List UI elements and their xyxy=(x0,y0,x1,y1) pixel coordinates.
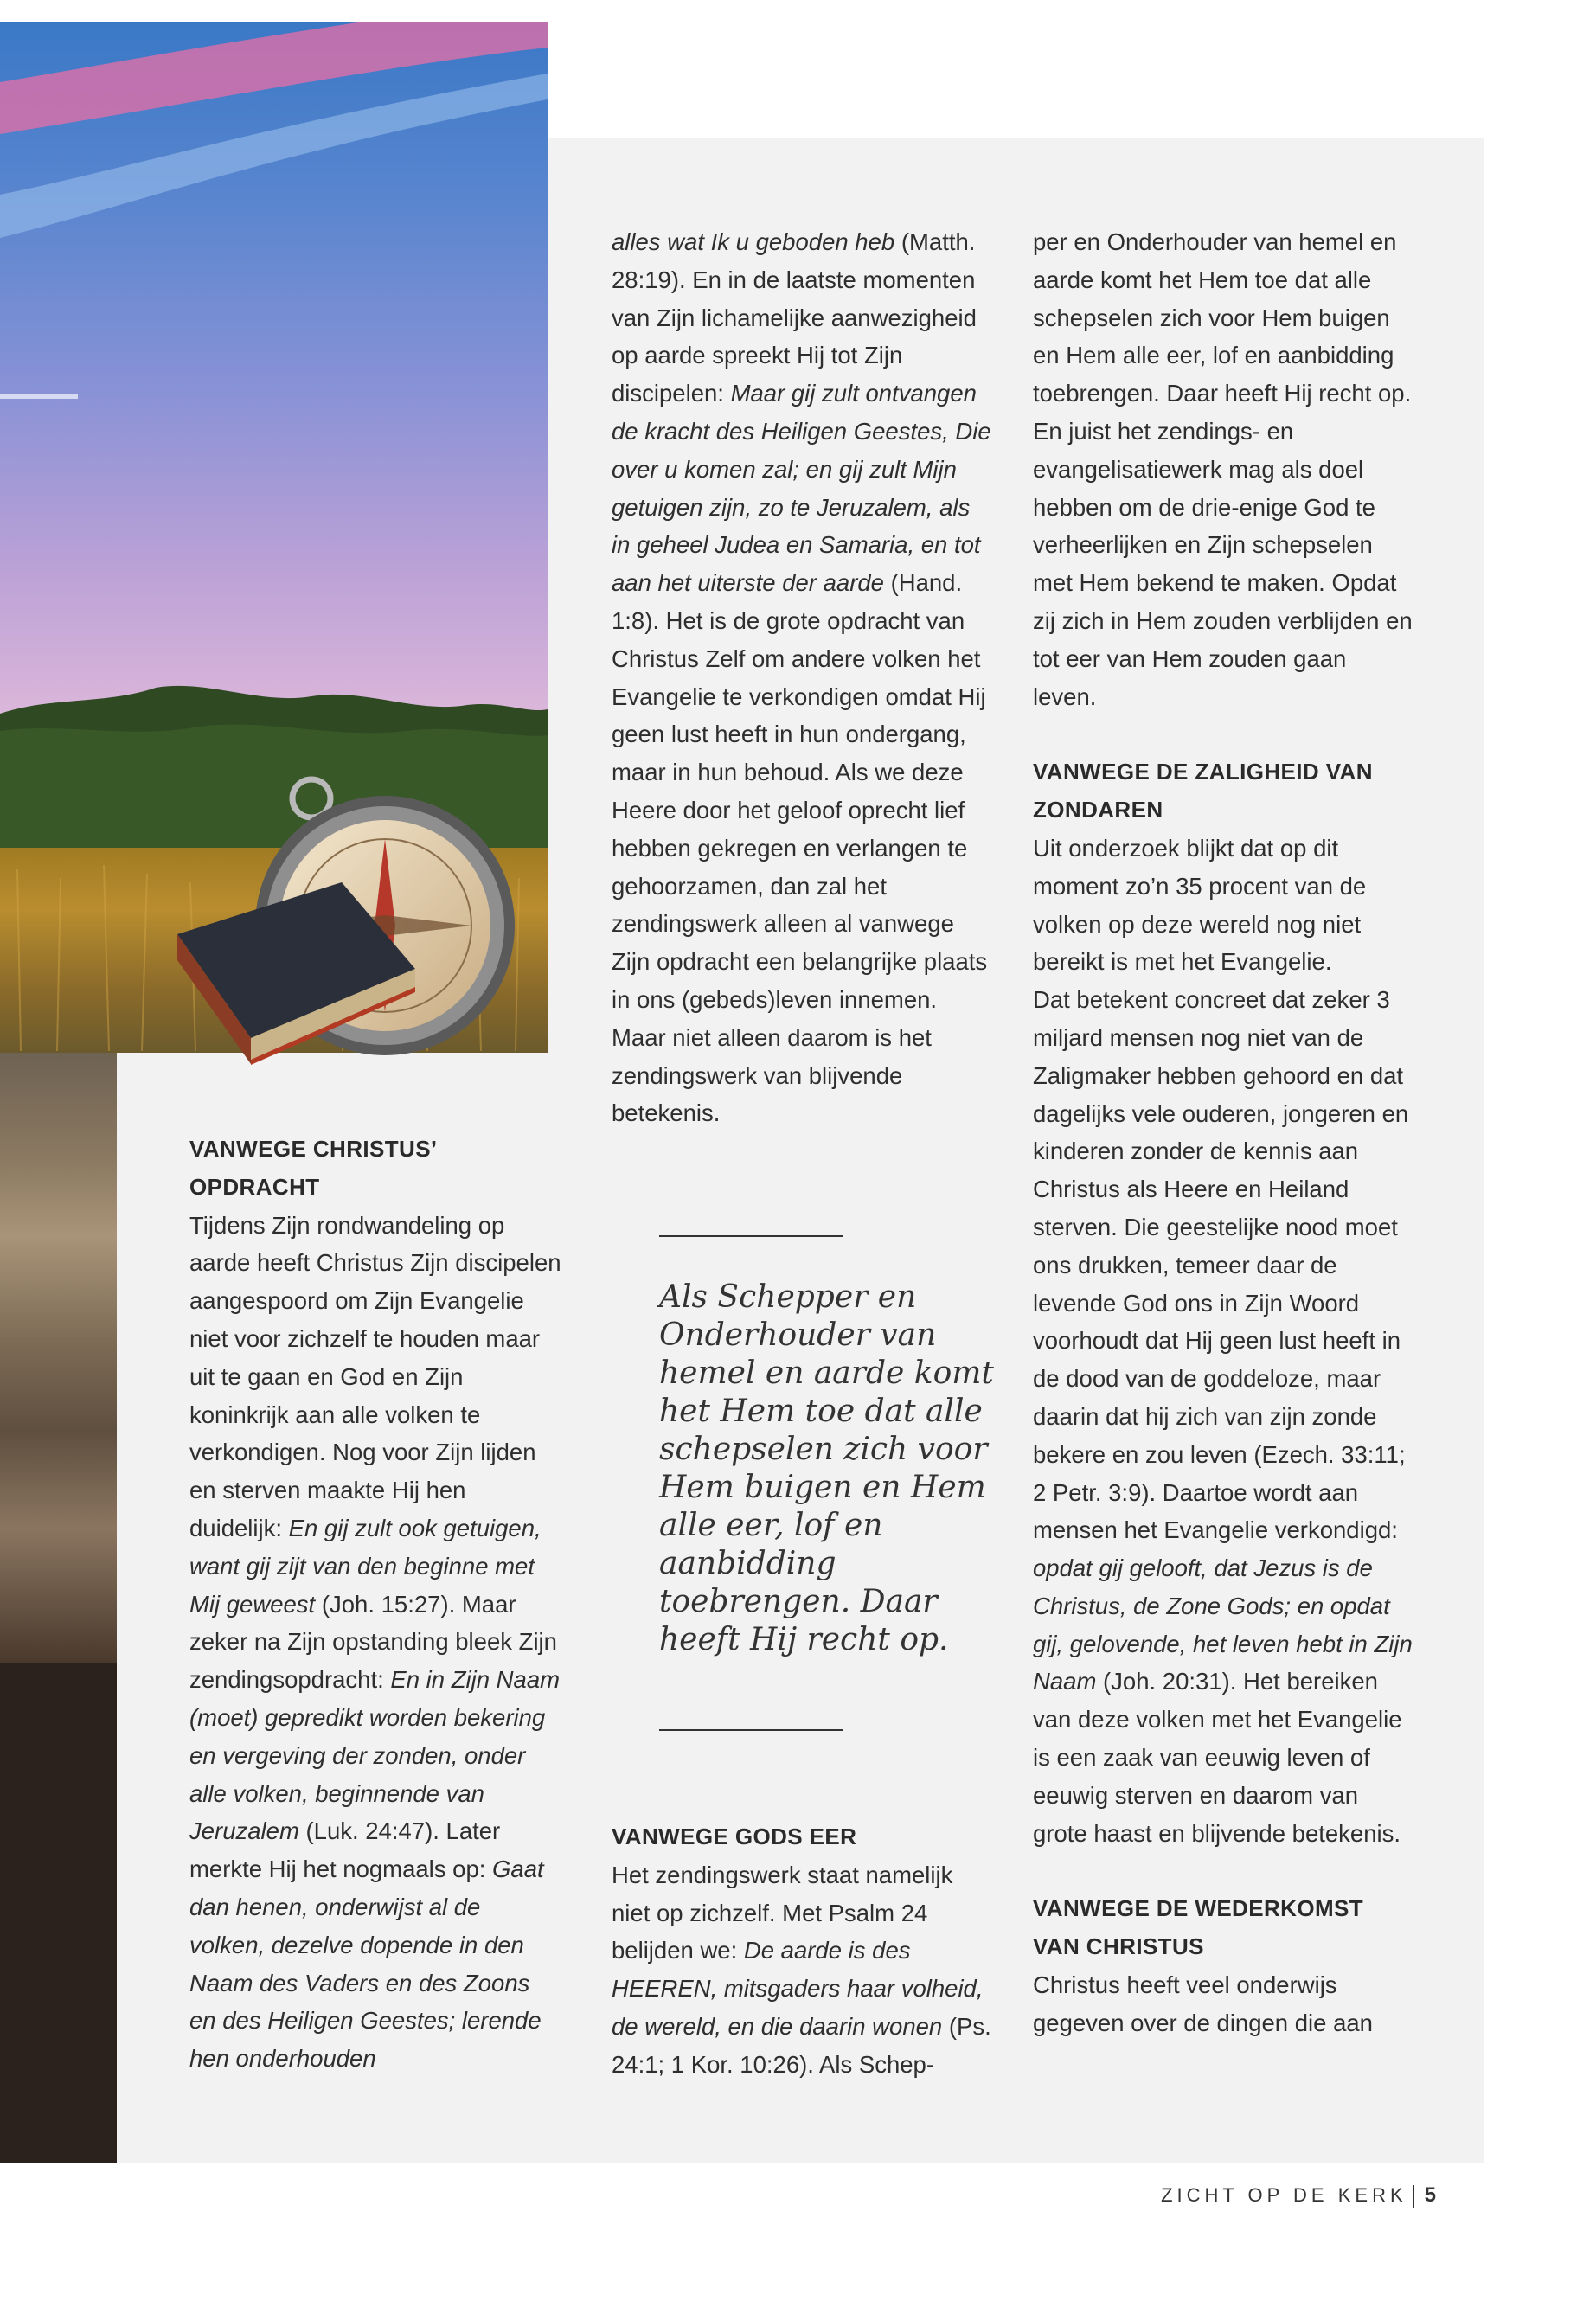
body-text: (Luk. 24:47). Later merkte Hij het nogmaals op: xyxy=(189,1817,501,1883)
body-text: Het zendingswerk staat namelijk niet op zichzelf. Met Psalm 24 belijden we: xyxy=(612,1861,953,1965)
scripture-quote: En in Zijn Naam (moet) gepredikt worden bekering en vergeving der zonden, onder alle volken, beginnende van Jeruzalem xyxy=(189,1666,561,1845)
body-text: Tijdens Zijn rondwandeling op aarde heeft Christus Zijn discipelen aangespoord om Zijn Evangelie niet voor zichzelf te houden maar uit te gaan en God en Zijn koninkrijk aan alle volken te verkondigen. Nog voor Zijn lijden en sterven maakte Hij hen duidelijk: xyxy=(189,1211,561,1541)
body-text: (Joh. 20:31). Het bereiken van deze volken met het Evangelie is een zaak van eeuwig leven of eeuwig sterven en daarom van grote haast en blijvende betekenis. xyxy=(1033,1668,1402,1847)
page-number: 5 xyxy=(1424,2183,1436,2207)
section-heading: VANWEGE GODS EER xyxy=(612,1823,857,1849)
scripture-quote: De aarde is des HEEREN, mitsgaders haar volheid, de wereld, en die daarin wonen xyxy=(612,1937,984,2040)
pullquote-rule-top xyxy=(659,1235,843,1237)
wood-texture xyxy=(0,1053,117,1663)
pullquote: Als Schepper en Onderhouder van hemel en aarde komt het Hem toe dat alle schepselen zich voor Hem buigen en Hem alle eer, lof en aanbidding toebrengen. Daar heeft Hij recht op. xyxy=(659,1279,994,1657)
body-text: (Matth. 28:19). En in de laatste momenten van Zijn lichamelijke aanwezigheid op aarde spreekt Hij tot Zijn discipelen: xyxy=(612,228,977,407)
section-heading: VANWEGE CHRISTUS’ OPDRACHT xyxy=(189,1136,437,1200)
body-text: (Ps. 24:1; 1 Kor. 10:26). Als Schep- xyxy=(612,2012,991,2078)
scripture-quote: opdat gij gelooft, dat Jezus is de Christus, de Zone Gods; en opdat gij, gelovende, het leven hebt in Zijn Naam xyxy=(1033,1554,1413,1695)
paragraph: Christus heeft veel onderwijs gegeven over de dingen die aan xyxy=(1033,1971,1373,2036)
magazine-name: ZICHT OP DE KERK xyxy=(1161,2184,1407,2206)
bible-and-compass-illustration xyxy=(169,774,541,1120)
footer-divider xyxy=(1413,2185,1414,2208)
paragraph xyxy=(612,223,992,1132)
pullquote-rule-bottom xyxy=(659,1729,843,1731)
scripture-quote: Maar gij zult ontvangen de kracht des Heiligen Geestes, Die over u komen zal; en gij zult Mijn getuigen zijn, zo te Jeruzalem, als in geheel Judea en Samaria, en tot aan het uiterste der aarde xyxy=(612,380,991,597)
body-text: Dat betekent concreet dat zeker 3 miljard mensen nog niet van de Zaligmaker hebben gehoord en dat dagelijks vele ouderen, jongeren en kinderen zonder de kennis aan Christus als Heere en Heiland sterven. Die geestelijke nood moet ons drukken, temeer daar de levende God ons in Zijn Woord voorhoudt dat Hij geen lust heeft in de dood van de goddeloze, maar daarin dat hij zich van zijn zonde bekere en zou leven (Ezech. 33:11; 2 Petr. 3:9). Daartoe wordt aan mensen het Evangelie verkondigd: xyxy=(1033,986,1409,1544)
article-column-2-bottom xyxy=(612,1818,992,2084)
article-column-1 xyxy=(189,1131,561,2078)
paragraph xyxy=(612,1856,992,2084)
scripture-quote: Gaat dan henen, onderwijst al de volken, dezelve dopende in den Naam des Vaders en des Zoons en des Heiligen Geestes; lerende hen onderhouden xyxy=(189,1856,544,2073)
dark-band xyxy=(0,1663,117,2163)
paragraph xyxy=(189,1207,561,2078)
paragraph xyxy=(1033,981,1413,1852)
scripture-quote: En gij zult ook getuigen, want gij zijt van den beginne met Mij geweest xyxy=(189,1514,542,1618)
paragraph: Uit onderzoek blijkt dat op dit moment zo’n 35 procent van de volken op deze wereld nog niet bereikt is met het Evangelie. xyxy=(1033,834,1367,976)
body-text: (Hand. 1:8). Het is de grote opdracht van Christus Zelf om andere volken het Evangelie te verkondigen omdat Hij geen lust heeft in hun ondergang, maar in hun behoud. Als we deze Heere door het geloof oprecht lief hebben gekregen en verlangen te gehoorzamen, dan zal het zendingswerk alleen al vanwege Zijn opdracht een belangrijke plaats in ons (gebeds)leven innemen. Maar niet alleen daarom is het zendingswerk van blijvende betekenis. xyxy=(612,569,988,1127)
decorative-photo-strip xyxy=(0,1053,117,2163)
scripture-quote: alles wat Ik u geboden heb xyxy=(612,228,895,255)
page-footer xyxy=(1161,2183,1436,2208)
body-text: (Joh. 15:27). Maar zeker na Zijn opstanding bleek Zijn zendingsopdracht: xyxy=(189,1590,557,1694)
section-heading: VANWEGE DE ZALIGHEID VAN ZONDAREN xyxy=(1033,759,1373,824)
article-column-3 xyxy=(1033,223,1413,2042)
article-column-2 xyxy=(612,223,992,1132)
section-heading: VANWEGE DE WEDERKOMST VAN CHRISTUS xyxy=(1033,1895,1364,1960)
paragraph: per en Onderhouder van hemel en aarde komt het Hem toe dat alle schepselen zich voor Hem buigen en Hem alle eer, lof en aanbidding toebrengen. Daar heeft Hij recht op. En juist het zendings- en evangelisatiewerk mag als doel hebben om de drie-enige God te verheerlijken en Zijn schepselen met Hem bekend te maken. Opdat zij zich in Hem zouden verblijden en tot eer van Hem zouden gaan leven. xyxy=(1033,228,1413,710)
